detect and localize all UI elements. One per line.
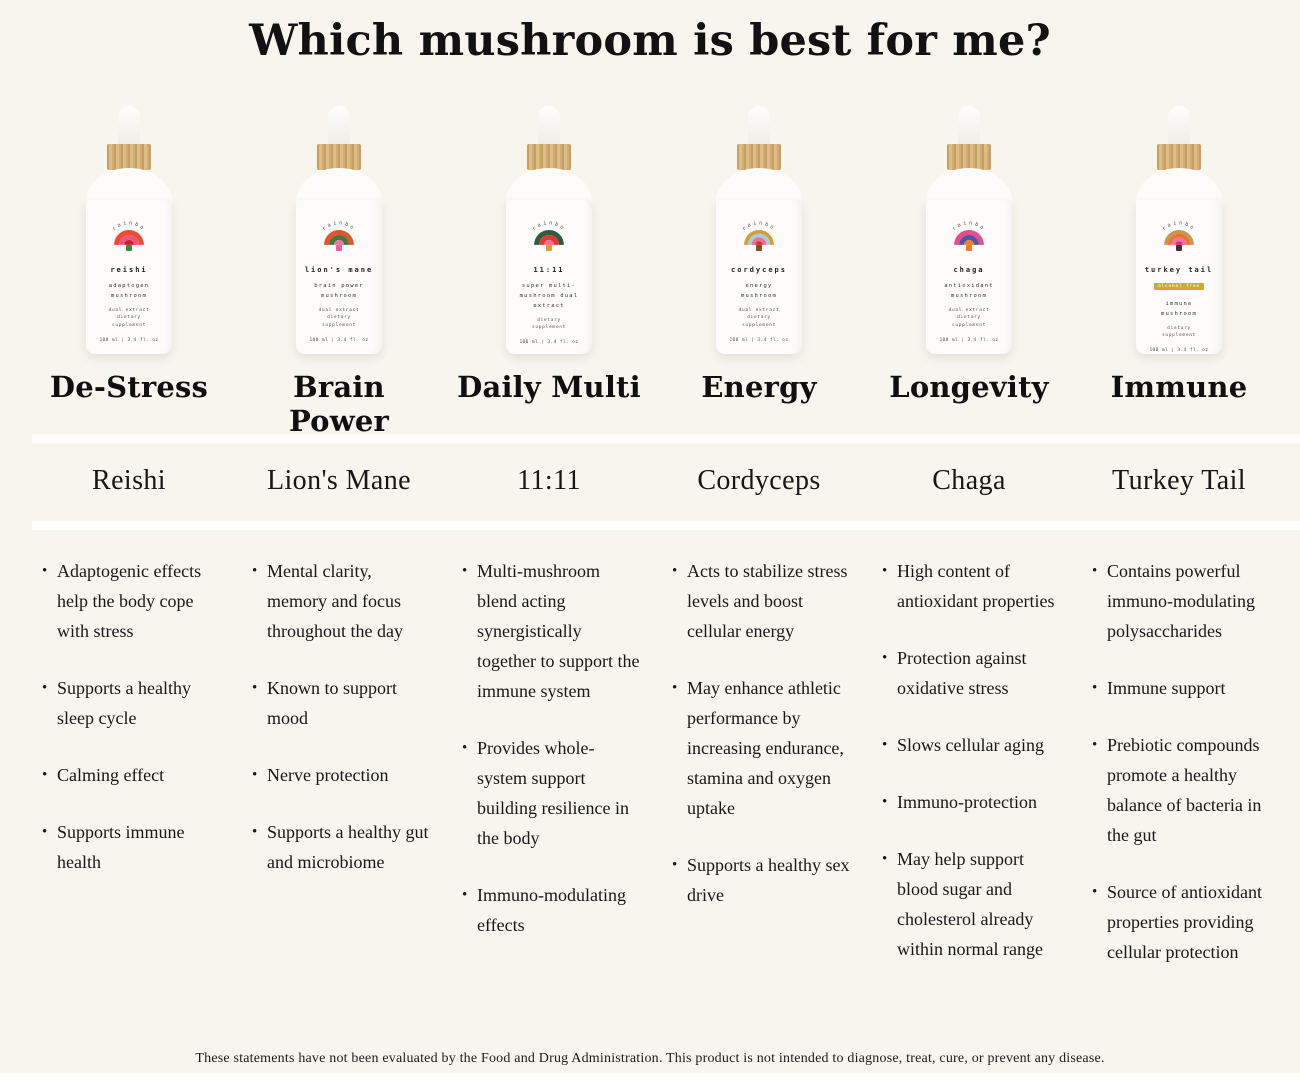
rainbo-rainbow-logo-icon — [506, 216, 592, 257]
bamboo-cap-icon — [527, 144, 571, 170]
bottle-turkey-tail — [1114, 106, 1244, 354]
benefit-bullet: • High content of antioxidant properties — [882, 556, 1064, 616]
bottle-shoulder — [296, 168, 382, 204]
label-type-text: antioxidant mushroom — [944, 283, 994, 299]
benefit-bullet: • Supports immune health — [42, 817, 224, 877]
svg-text:rainbo: rainbo — [1161, 220, 1197, 233]
label-volume-text: 100 ml | 3.4 fl. oz — [1149, 348, 1209, 354]
benefit-header-daily-multi: Daily Multi — [457, 370, 641, 404]
benefit-bullet: • Source of antioxidant properties providing cellular protection — [1092, 877, 1274, 967]
benefit-bullet: • Immune support — [1092, 673, 1274, 703]
benefit-bullet: • Adaptogenic effects help the body cope with stress — [42, 556, 224, 646]
label-type-text: immune mushroom — [1160, 301, 1198, 317]
benefit-headers-row — [0, 370, 1300, 438]
label-details-text: dual extract dietary supplement — [108, 307, 150, 329]
dropper-bulb-icon — [748, 106, 770, 148]
bottle-body — [86, 200, 172, 354]
benefit-bullet: • Contains powerful immuno-modulating polysaccharides — [1092, 556, 1274, 646]
label-product-name: lion's mane — [304, 266, 374, 274]
bottle-body — [296, 200, 382, 354]
bottle-chaga — [904, 106, 1034, 354]
benefit-bullet: • Slows cellular aging — [882, 730, 1064, 760]
svg-text:rainbo: rainbo — [741, 220, 777, 233]
benefit-list-chaga — [870, 556, 1068, 991]
dropper-bulb-icon — [118, 106, 140, 148]
rainbo-rainbow-logo-icon — [1136, 216, 1222, 257]
benefit-header-brain-power: Brain Power — [288, 370, 390, 438]
bottle-shoulder — [716, 168, 802, 204]
bottle-body — [506, 200, 592, 354]
label-type-text: energy mushroom — [740, 283, 778, 299]
label-product-name: chaga — [953, 266, 985, 274]
benefit-header-energy: Energy — [701, 370, 817, 404]
benefit-header-longevity: Longevity — [889, 370, 1049, 404]
svg-text:rainbo: rainbo — [321, 220, 357, 233]
label-details-text: dual extract dietary supplement — [948, 307, 990, 329]
rainbo-rainbow-logo-icon — [926, 216, 1012, 257]
bottle-reishi — [64, 106, 194, 354]
bottom-white-band — [0, 1073, 1300, 1080]
label-details-text: dual extract dietary supplement — [318, 307, 360, 329]
dropper-bulb-icon — [538, 106, 560, 148]
dropper-bulb-icon — [958, 106, 980, 148]
label-volume-text: 100 ml | 3.4 fl. oz — [309, 337, 369, 343]
label-volume-text: 100 ml | 3.4 fl. oz — [519, 339, 579, 345]
bottle-shoulder — [1136, 168, 1222, 204]
bottle-label — [296, 200, 382, 343]
label-details-text: dual extract dietary supplement — [738, 307, 780, 329]
label-product-name: 11:11 — [533, 266, 565, 274]
benefit-bullet: • Immuno-modulating effects — [462, 880, 644, 940]
benefit-bullet: • Acts to stabilize stress levels and boost cellular energy — [672, 556, 854, 646]
page-title: Which mushroom is best for me? — [249, 16, 1051, 66]
benefit-bullet: • Supports a healthy sleep cycle — [42, 673, 224, 733]
benefit-list-lions-mane — [240, 556, 438, 904]
svg-text:rainbo: rainbo — [111, 220, 147, 233]
benefit-bullet: • May help support blood sugar and cholesterol already within normal range — [882, 844, 1064, 964]
benefit-bullet: • Provides whole-system support building resilience in the body — [462, 733, 644, 853]
benefit-list-reishi — [30, 556, 228, 904]
label-type-text: brain power mushroom — [314, 283, 364, 299]
rainbo-rainbow-logo-icon — [296, 216, 382, 257]
bamboo-cap-icon — [1157, 144, 1201, 170]
bamboo-cap-icon — [947, 144, 991, 170]
product-name-reishi: Reishi — [92, 465, 166, 496]
dropper-bulb-icon — [1168, 106, 1190, 148]
bottle-shoulder — [506, 168, 592, 204]
dropper-bulb-icon — [328, 106, 350, 148]
benefit-bullet: • May enhance athletic performance by increasing endurance, stamina and oxygen uptake — [672, 673, 854, 823]
fda-disclaimer: These statements have not been evaluated by the Food and Drug Administration. This product is not intended to diagnose, treat, cure, or prevent any disease. — [195, 1051, 1105, 1066]
divider-band-bottom — [32, 521, 1300, 530]
bottle-body — [716, 200, 802, 354]
bamboo-cap-icon — [107, 144, 151, 170]
bottle-body — [1136, 200, 1222, 354]
rainbo-rainbow-logo-icon — [86, 216, 172, 257]
benefit-list-turkey-tail — [1080, 556, 1278, 994]
bottles-row — [0, 104, 1300, 354]
bamboo-cap-icon — [317, 144, 361, 170]
label-type-text: super multi-mushroom dual extract — [519, 283, 579, 309]
label-type-text: adaptogen mushroom — [108, 283, 150, 299]
benefit-bullet: • Mental clarity, memory and focus throughout the day — [252, 556, 434, 646]
bottle-shoulder — [86, 168, 172, 204]
label-product-name: reishi — [110, 266, 148, 274]
benefit-bullet: • Known to support mood — [252, 673, 434, 733]
bottle-label — [716, 200, 802, 343]
product-name-chaga: Chaga — [932, 465, 1006, 496]
divider-band-top — [32, 434, 1300, 443]
svg-text:rainbo: rainbo — [951, 220, 987, 233]
bamboo-cap-icon — [737, 144, 781, 170]
bottle-1111 — [484, 106, 614, 354]
rainbo-rainbow-logo-icon — [716, 216, 802, 257]
bottle-cordyceps — [694, 106, 824, 354]
benefit-bullet: • Immuno-protection — [882, 787, 1064, 817]
bottle-label — [86, 200, 172, 343]
benefit-bullet: • Nerve protection — [252, 760, 434, 790]
label-volume-text: 100 ml | 3.4 fl. oz — [939, 337, 999, 343]
label-volume-text: 100 ml | 3.4 fl. oz — [99, 337, 159, 343]
label-details-text: dietary supplement — [1161, 325, 1197, 339]
bottle-label — [506, 200, 592, 345]
bottle-body — [926, 200, 1012, 354]
bottle-lions-mane — [274, 106, 404, 354]
product-names-row — [0, 443, 1300, 521]
product-name-lions-mane: Lion's Mane — [267, 465, 411, 496]
label-product-name: cordyceps — [731, 266, 787, 274]
svg-text:rainbo: rainbo — [531, 220, 567, 233]
benefit-list-cordyceps — [660, 556, 858, 937]
benefit-bullet: • Supports a healthy gut and microbiome — [252, 817, 434, 877]
product-name-1111: 11:11 — [517, 465, 581, 496]
benefit-bullet: • Calming effect — [42, 760, 224, 790]
benefits-lists-row — [0, 530, 1300, 994]
benefit-bullet: • Protection against oxidative stress — [882, 643, 1064, 703]
label-volume-text: 100 ml | 3.4 fl. oz — [729, 337, 789, 343]
benefit-header-immune: Immune — [1110, 370, 1248, 404]
bottle-shoulder — [926, 168, 1012, 204]
benefit-bullet: • Multi-mushroom blend acting synergistically together to support the immune system — [462, 556, 644, 706]
product-name-turkey-tail: Turkey Tail — [1112, 465, 1246, 496]
bottle-label — [926, 200, 1012, 343]
benefit-bullet: • Prebiotic compounds promote a healthy balance of bacteria in the gut — [1092, 730, 1274, 850]
label-details-text: dietary supplement — [531, 317, 567, 331]
bottle-label — [1136, 200, 1222, 353]
label-product-name: turkey tail — [1144, 266, 1214, 274]
benefit-list-1111 — [450, 556, 648, 967]
product-name-cordyceps: Cordyceps — [697, 465, 821, 496]
benefit-header-de-stress: De-Stress — [49, 370, 209, 404]
benefit-bullet: • Supports a healthy sex drive — [672, 850, 854, 910]
alcohol-free-badge: alcohol free — [1154, 283, 1204, 290]
